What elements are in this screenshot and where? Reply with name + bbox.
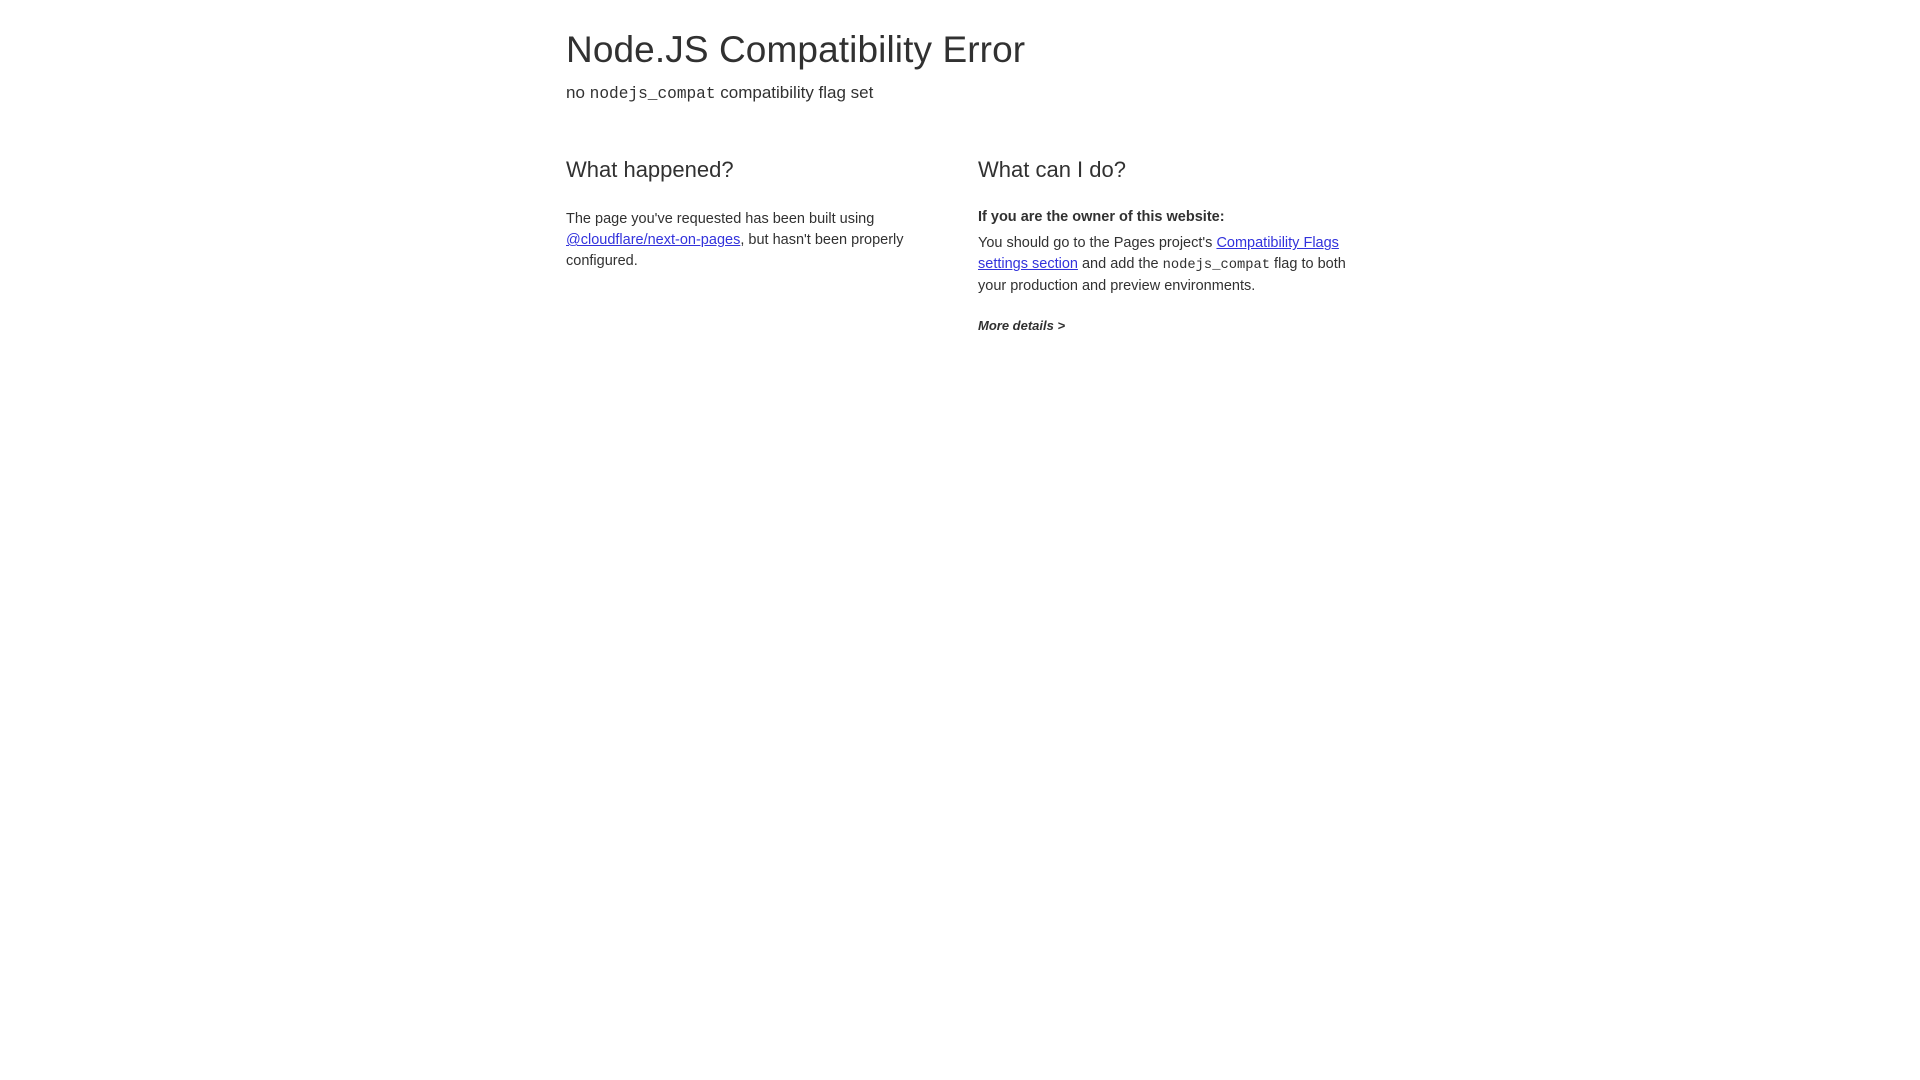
nodejs-compat-code: nodejs_compat	[1162, 258, 1271, 274]
owner-text-after: flag to both your production and preview environments.	[978, 256, 1346, 294]
more-details-link[interactable]: More details >	[978, 318, 1066, 334]
compatibility-flags-settings-link[interactable]: Compatibility Flags settings section	[978, 235, 1339, 273]
what-happened-section	[566, 157, 978, 335]
what-can-i-do-heading: What can I do?	[978, 157, 1126, 183]
info-columns	[566, 157, 1406, 335]
owner-instructions-text	[978, 233, 1378, 296]
what-can-i-do-section	[978, 157, 1378, 335]
what-happened-text	[566, 209, 942, 271]
what-happened-text-before: The page you've requested has been built using	[566, 211, 875, 228]
subtitle-flag-code: nodejs_compat	[589, 84, 716, 103]
error-content	[566, 28, 1406, 335]
error-subtitle	[566, 82, 1406, 106]
owner-text-middle: and add the	[1077, 256, 1163, 273]
owner-text-before: You should go to the Pages project's	[978, 235, 1217, 252]
page-title: Node.JS Compatibility Error	[566, 29, 1026, 70]
next-on-pages-link[interactable]: @cloudflare/next-on-pages	[566, 232, 741, 249]
subtitle-suffix: compatibility flag set	[715, 82, 874, 102]
subtitle-prefix: no	[566, 82, 590, 102]
owner-notice-heading: If you are the owner of this website:	[978, 209, 1225, 226]
what-happened-heading: What happened?	[566, 157, 734, 183]
what-happened-text-after: , but hasn't been properly configured.	[566, 232, 904, 269]
